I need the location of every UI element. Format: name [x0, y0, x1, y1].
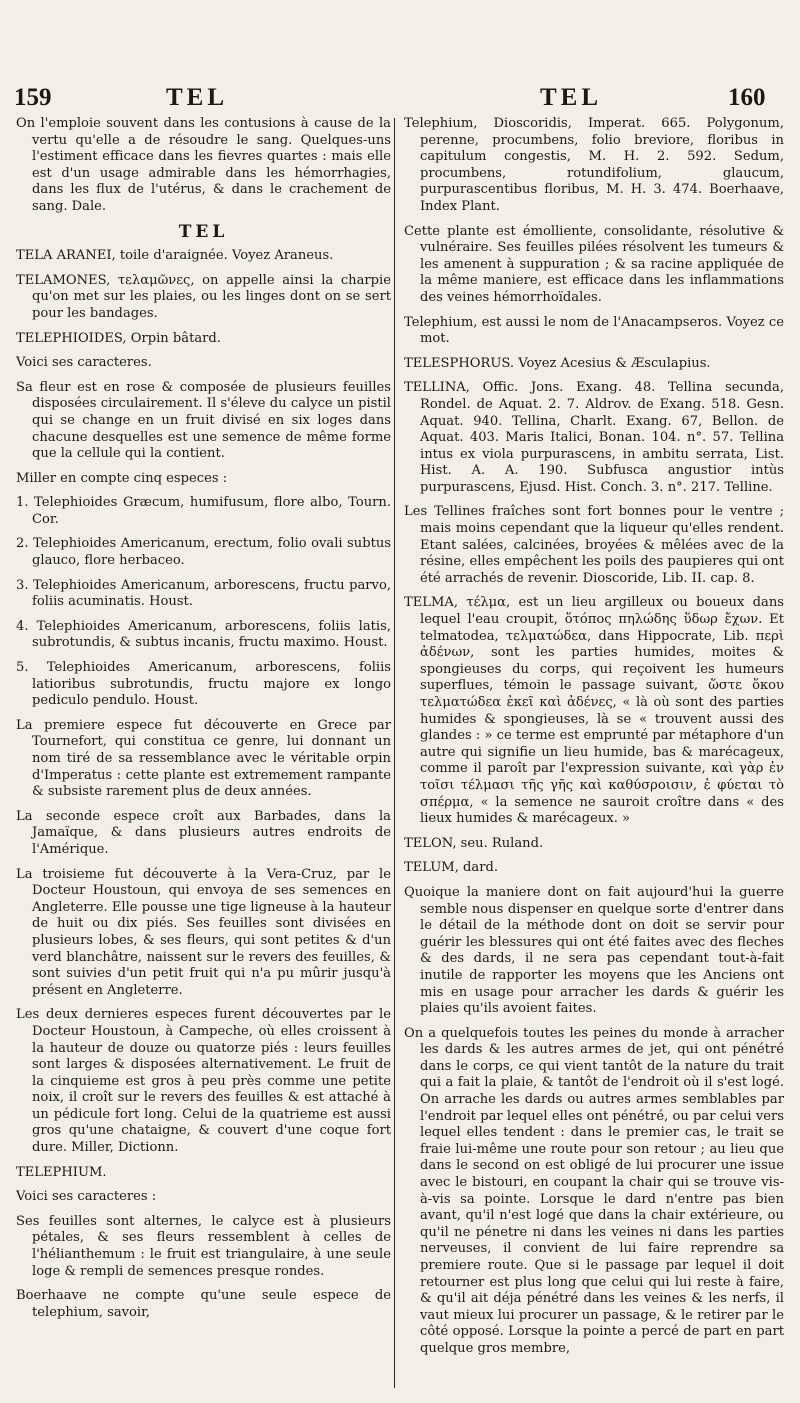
column-divider	[394, 118, 395, 1388]
entry-paragraph: Voici ses caracteres.	[16, 355, 152, 371]
entry-heading: TELON, seu. Ruland.	[404, 835, 544, 851]
entry-heading: TELAMONES, τελαμῶνες, on appelle ainsi la charpie qu'on met sur les plaies, ou les linges dont on se sert pour les bandages.	[16, 272, 391, 321]
entry-heading: TELMA, τέλμα, est un lieu argilleux ou boueux dans lequel l'eau croupit, ὅτόπος πηλώδης ὕδωρ ἔχων. Et telmatodea, τελματώδεα, dans Hippocrate, Lib. περὶ ἀδένων, sont les parties humides, moites & spongieuses du corps, qui reçoivent les humeurs superflues, témoin le passage suivant, ὥστε ὅκου τελματώδεα ἐκεῖ καὶ ἀδένες, « là où sont des parties humides & spongieuses, là se « trouvent aussi des glandes : » ce terme est emprunté par métaphore d'un autre qui signifie un lieu humide, bas & marécageux, comme il paroît par l'expression suivante, καὶ γὰρ ἐν τοῖσι τέλμασι τῆς γῆς καὶ καθύσροισιν, ἐ φύεται τὸ σπέρμα, « la semence ne sauroit croître dans « des lieux humides & marécageux. »	[404, 595, 784, 827]
entry-heading: TELLINA, Offic. Jons. Exang. 48. Tellina secunda, Rondel. de Aquat. 2. 7. Aldrov. de Exang. 518. Gesn. Aquat. 940. Tellina, Charlt. Exang. 67, Bellon. de Aquat. 403. Maris Italici, Bonan. 104. n°. 57. Tellina intus ex viola purpurascens, in ambitu serrata, List. Hist. A. A. 190. Subfusca angustior intùs purpurascens, Ejusd. Hist. Conch. 3. n°. 217. Telline.	[404, 380, 784, 495]
species-list-item: 1. Telephioides Græcum, humifusum, flore albo, Tourn. Cor.	[16, 495, 391, 527]
entry-paragraph: Quoique la maniere dont on fait aujourd'hui la guerre semble nous dispenser en quelque sorte d'entrer dans le détail de la méthode dont on doit se servir pour guérir les blessures qui ont été faites avec des fleches & des dards, il ne sera pas cependant tout-à-fait inutile de rapporter les moyens que les Anciens ont mis en usage pour arracher les dards & guérir les plaies qu'ils avoient faites.	[404, 884, 784, 1017]
header-word-left: TEL	[166, 84, 229, 111]
entry-heading: TELESPHORUS. Voyez Acesius & Æsculapius.	[404, 355, 711, 371]
entry-paragraph: Cette plante est émolliente, consolidante, résolutive & vulnéraire. Ses feuilles pilées résolvent les tumeurs & les amenent à suppuration ; & sa racine appliquée de la même maniere, est efficace dans les inflammations des veines hémorrhoïdales.	[404, 223, 784, 305]
species-list-item: 2. Telephioides Americanum, erectum, folio ovali subtus glauco, flore herbaceo.	[16, 536, 391, 569]
entry-paragraph: Telephium, Dioscoridis, Imperat. 665. Polygonum, perenne, procumbens, folio breviore, floribus in capitulum congestis, M. H. 2. 592. Sedum, procumbens, rotundifolium, glaucum, purpurascentibus floribus, M. H. 3. 474. Boerhaave, Index Plant.	[404, 116, 784, 214]
entry-paragraph: On l'emploie souvent dans les contusions à cause de la vertu qu'elle a de résoudre le sang. Quelques-uns l'estiment efficace dans les fievres quartes : mais elle est d'un usage admirable dans les hémorrhagies, dans les flux de l'utérus, & dans le crachement de sang. Dale.	[16, 116, 391, 214]
entry-paragraph: Les deux dernieres especes furent découvertes par le Docteur Houstoun, à Campeche, où elles croissent à la hauteur de douze ou quatorze piés : leurs feuilles sont larges & disposées alternativement. Le fruit de la cinquieme est gros à peu près comme une petite noix, il croît sur le revers des feuilles & est attaché à un pédicule fort long. Celui de la quatrieme est aussi gros qu'une chataigne, & couvert d'une coque fort dure. Miller, Dictionn.	[16, 1007, 391, 1156]
section-heading: TEL	[178, 221, 229, 242]
header-word-right: TEL	[540, 84, 603, 111]
right-column	[404, 116, 784, 1396]
species-list-item: 4. Telephioides Americanum, arborescens, foliis latis, subrotundis, & subtus incanis, fructu maximo. Houst.	[16, 618, 391, 651]
species-list-item: 5. Telephioides Americanum, arborescens, foliis latioribus subrotundis, fructu majore ex longo pediculo pendulo. Houst.	[16, 660, 391, 709]
entry-heading: TELUM, dard.	[404, 860, 499, 876]
entry-paragraph: Voici ses caracteres :	[16, 1189, 157, 1205]
entry-paragraph: La premiere espece fut découverte en Grece par Tournefort, qui constitua ce genre, lui donnant un nom tiré de sa ressemblance avec le véritable orpin d'Imperatus : cette plante est extremement rampante & subsiste rarement plus de deux années.	[16, 717, 391, 800]
entry-heading: TELA ARANEI, toile d'araignée. Voyez Araneus.	[16, 248, 334, 264]
page-number-left: 159	[14, 84, 52, 111]
species-list-item: 3. Telephioides Americanum, arborescens, fructu parvo, foliis acuminatis. Houst.	[16, 577, 391, 610]
running-header	[0, 84, 800, 114]
entry-paragraph: La seconde espece croît aux Barbades, dans la Jamaïque, & dans plusieurs autres endroits de l'Amérique.	[16, 808, 391, 857]
entry-paragraph: Sa fleur est en rose & composée de plusieurs feuilles disposées circulairement. Il s'éleve du calyce un pistil qui se change en un fruit divisé en six loges dans chacune desquelles est une semence de même forme que la cellule qui la contient.	[16, 379, 391, 462]
left-column	[16, 116, 391, 1396]
entry-paragraph: Miller en compte cinq especes :	[16, 470, 228, 486]
page-number-right: 160	[728, 84, 766, 111]
entry-paragraph: Boerhaave ne compte qu'une seule espece de telephium, savoir,	[16, 1288, 391, 1320]
entry-paragraph: Telephium, est aussi le nom de l'Anacampseros. Voyez ce mot.	[404, 314, 784, 347]
entry-paragraph: On a quelquefois toutes les peines du monde à arracher les dards & les autres armes de jet, qui ont pénétré dans le corps, ce qui vient tantôt de la nature du trait qui a fait la plaie, & tantôt de l'endroit où il s'est logé. On arrache les dards ou autres armes semblables par l'endroit par lequel elles ont pénétré, ou par celui vers lequel elles tendent : dans le premier cas, le trait se fraie lui-même une route pour son retour ; au lieu que dans le second on est obligé de lui procurer une issue avec le bistouri, en coupant la chair qui se trouve vis-à-vis sa pointe. Lorsque le dard n'entre pas bien avant, qu'il n'est logé que dans la chair extérieure, ou qu'il ne pénetre ni dans les veines ni dans les parties nerveuses, il convient de lui faire reprendre sa premiere route. Que si le passage par lequel il doit retourner est plus long que celui qui lui reste à faire, & qu'il ait déja pénétré dans les veines & les nerfs, il vaut mieux lui procurer un passage, & le retirer par le côté opposé. Lorsque la pointe a percé de part en part quelque gros membre,	[404, 1025, 784, 1356]
entry-paragraph: Ses feuilles sont alternes, le calyce est à plusieurs pétales, & ses fleurs ressemblent à celles de l'hélianthemum : le fruit est triangulaire, à une seule loge & rempli de semences presque rondes.	[16, 1213, 391, 1279]
entry-paragraph: La troisieme fut découverte à la Vera-Cruz, par le Docteur Houstoun, qui envoya de ses semences en Angleterre. Elle pousse une tige ligneuse à la hauteur de huit ou dix piés. Ses feuilles sont divisées en plusieurs lobes, & ses fleurs, qui sont petites & d'un verd blanchâtre, naissent sur le revers des feuilles, & sont suivies d'un petit fruit qui n'a pu mûrir jusqu'à présent en Angleterre.	[16, 866, 391, 998]
entry-paragraph: Les Tellines fraîches sont fort bonnes pour le ventre ; mais moins cependant que la liqueur qu'elles rendent. Etant salées, calcinées, broyées & mêlées avec de la résine, elles empêchent les poils des paupieres qui ont été arrachés de revenir. Dioscoride, Lib. II. cap. 8.	[404, 504, 784, 586]
entry-heading: TELEPHIOIDES, Orpin bâtard.	[16, 330, 221, 346]
entry-heading: TELEPHIUM.	[16, 1164, 107, 1180]
